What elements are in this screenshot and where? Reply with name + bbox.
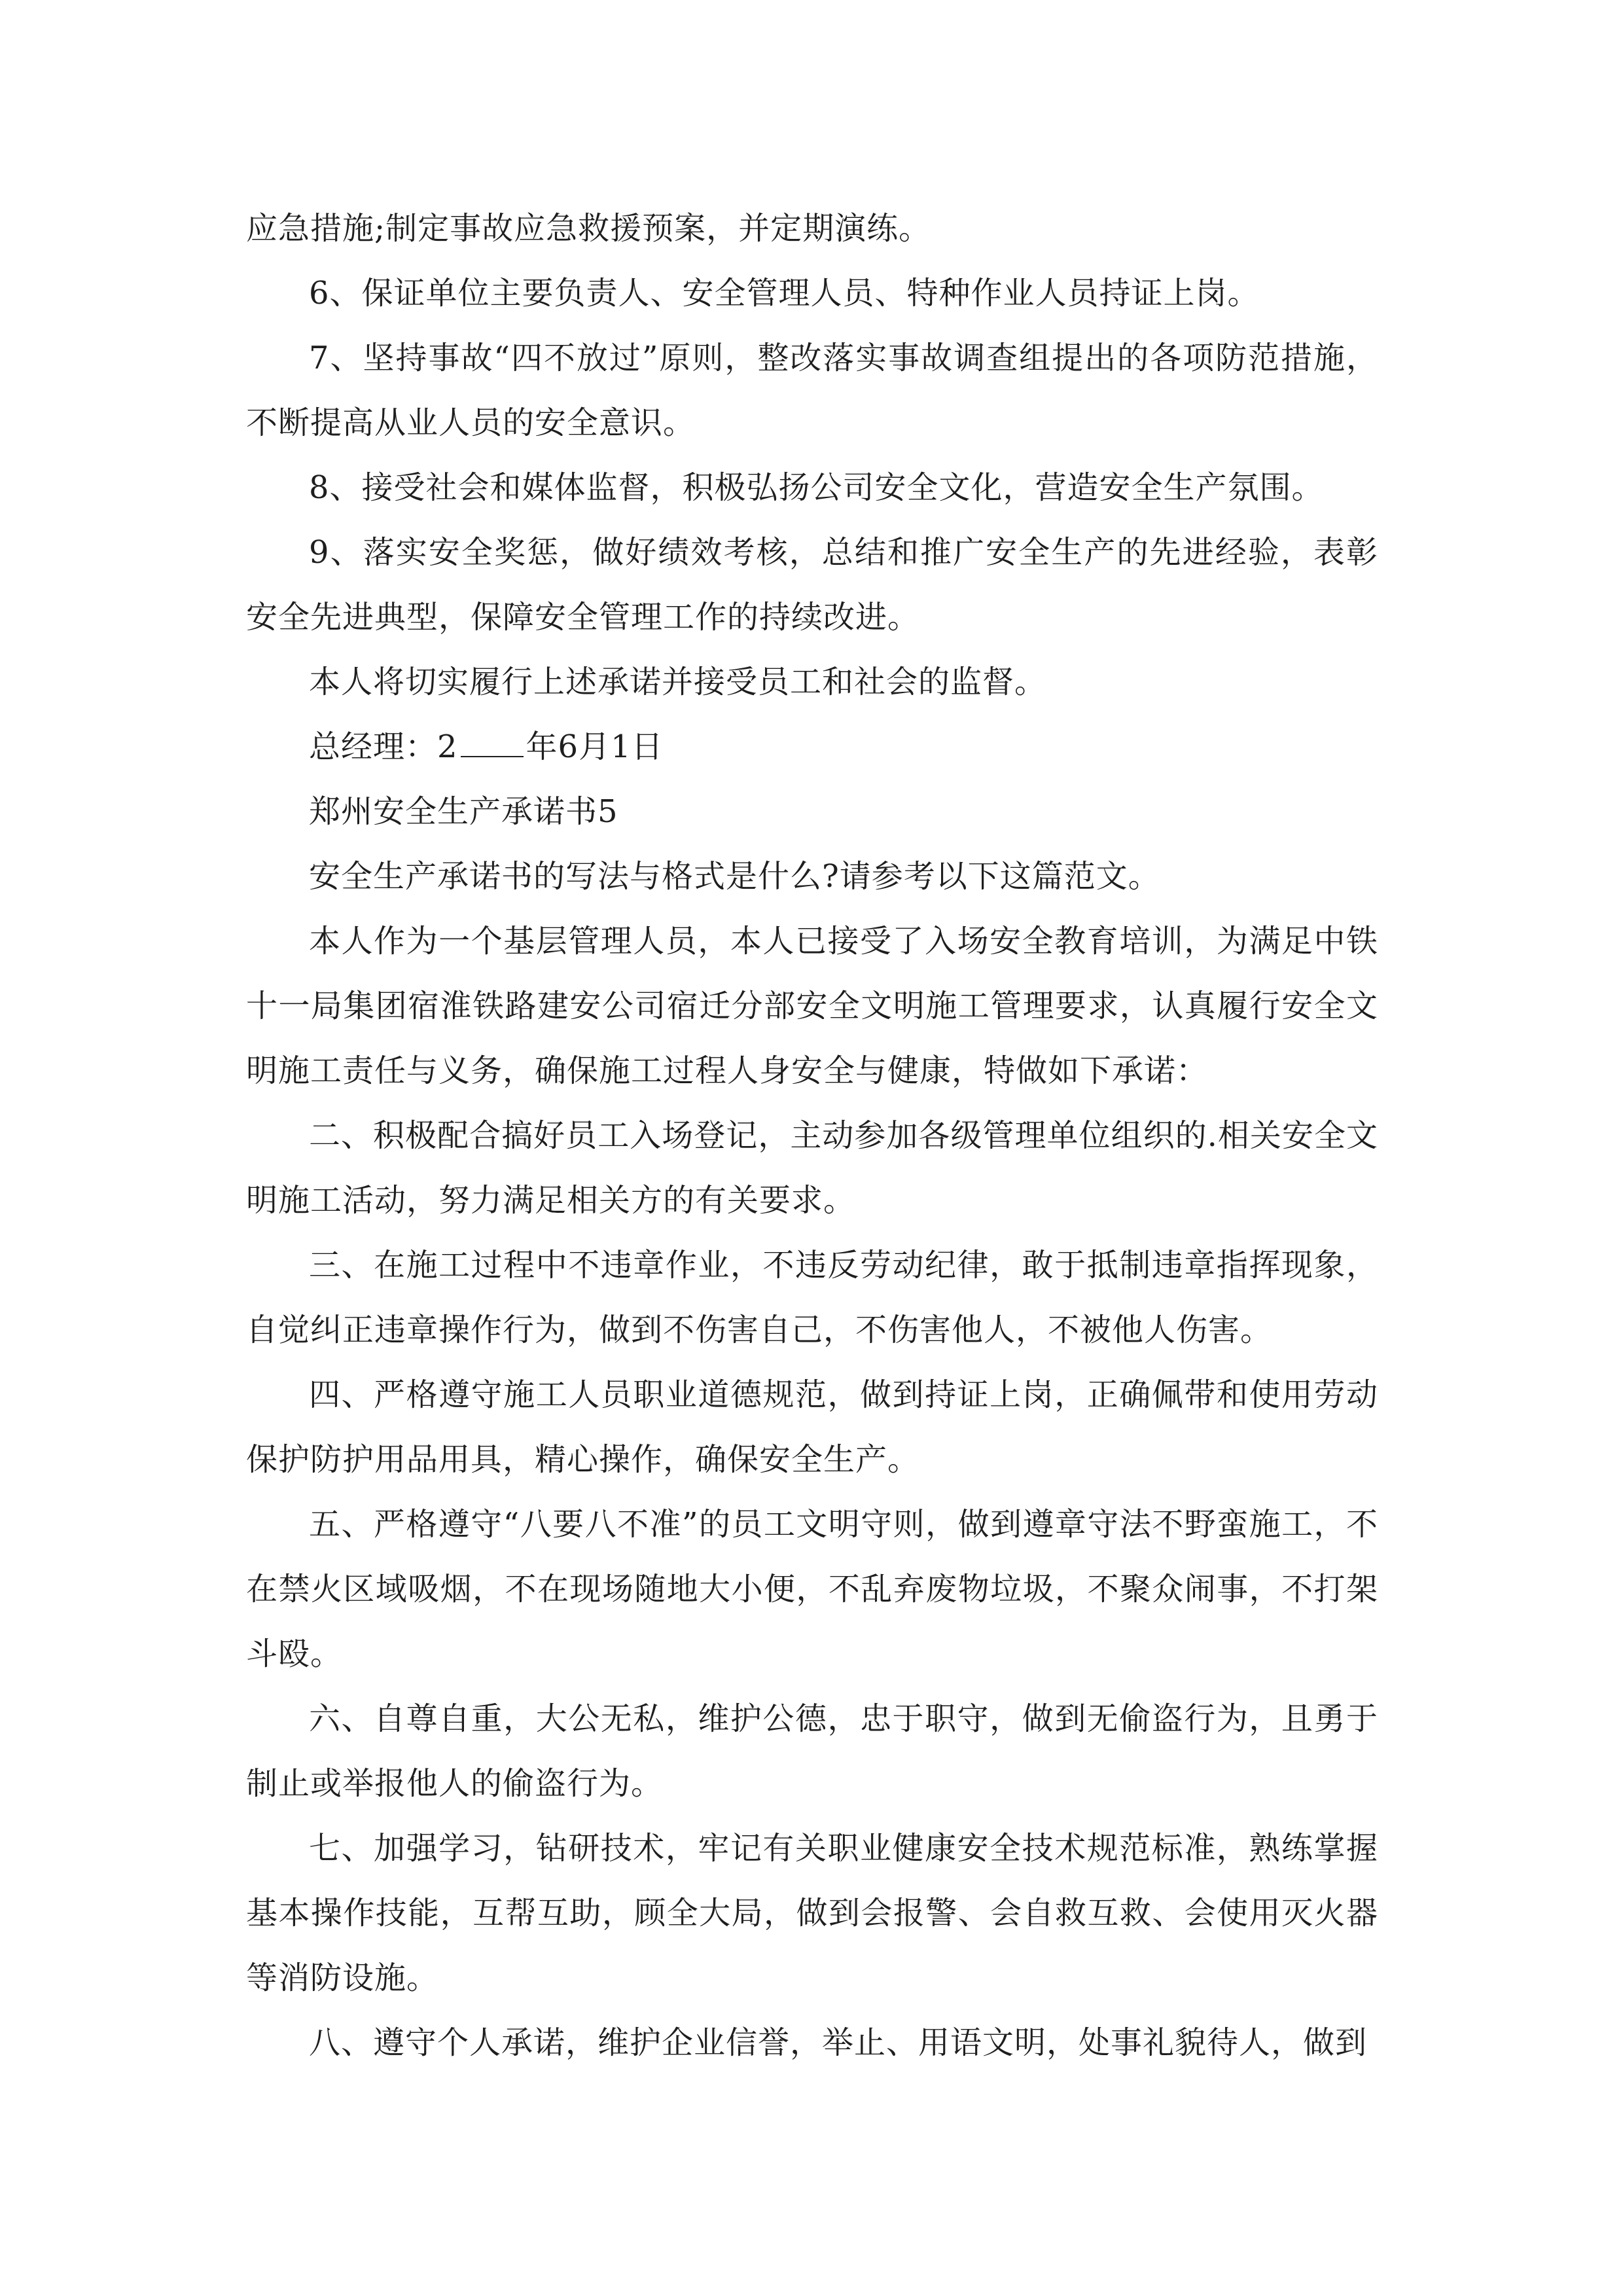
document-body bbox=[246, 196, 1378, 2075]
section-title: 郑州安全生产承诺书5 bbox=[309, 793, 618, 830]
signature-label: 总经理：2 bbox=[309, 728, 458, 765]
signature-line bbox=[246, 715, 1378, 780]
paragraph-item-7b: 七、加强学习，钻研技术，牢记有关职业健康安全技术规范标准，熟练掌握基本操作技能，互帮互助，顾全大局，做到会报警、会自救互救、会使用灭火器等消防设施。 bbox=[246, 1830, 1378, 1996]
paragraph-item-2: 二、积极配合搞好员工入场登记，主动参加各级管理单位组织的.相关安全文明施工活动，努力满足相关方的有关要求。 bbox=[246, 1117, 1378, 1219]
signature-blank bbox=[461, 730, 524, 757]
paragraph-intro-question: 安全生产承诺书的写法与格式是什么?请参考以下这篇范文。 bbox=[309, 858, 1160, 895]
paragraph-item-6b: 六、自尊自重，大公无私，维护公德，忠于职守，做到无偷盗行为，且勇于制止或举报他人的偷盗行为。 bbox=[246, 1700, 1378, 1802]
paragraph-item-3: 三、在施工过程中不违章作业，不违反劳动纪律，敢于抵制违章指挥现象，自觉纠正违章操作行为，做到不伤害自己，不伤害他人，不被他人伤害。 bbox=[246, 1247, 1378, 1348]
paragraph-introduction: 本人作为一个基层管理人员，本人已接受了入场安全教育培训，为满足中铁十一局集团宿淮铁路建安公司宿迁分部安全文明施工管理要求，认真履行安全文明施工责任与义务，确保施工过程人身安全与健康，特做如下承诺： bbox=[246, 923, 1378, 1089]
paragraph-item-7: 7、坚持事故“四不放过”原则，整改落实事故调查组提出的各项防范措施，不断提高从业人员的安全意识。 bbox=[246, 340, 1378, 441]
paragraph-item-8: 8、接受社会和媒体监督，积极弘扬公司安全文化，营造安全生产氛围。 bbox=[309, 469, 1324, 506]
signature-date: 年6月1日 bbox=[526, 728, 664, 765]
paragraph-commitment-statement: 本人将切实履行上述承诺并接受员工和社会的监督。 bbox=[309, 664, 1047, 700]
paragraph-item-9: 9、落实安全奖惩，做好绩效考核，总结和推广安全生产的先进经验，表彰安全先进典型，保障安全管理工作的持续改进。 bbox=[246, 534, 1378, 636]
paragraph-item-4: 四、严格遵守施工人员职业道德规范，做到持证上岗，正确佩带和使用劳动保护防护用品用具，精心操作，确保安全生产。 bbox=[246, 1376, 1378, 1478]
paragraph-item-5: 五、严格遵守“八要八不准”的员工文明守则，做到遵章守法不野蛮施工，不在禁火区域吸烟，不在现场随地大小便，不乱弃废物垃圾，不聚众闹事，不打架斗殴。 bbox=[246, 1506, 1378, 1672]
paragraph-emergency-measures: 应急措施;制定事故应急救援预案，并定期演练。 bbox=[246, 210, 931, 247]
paragraph-item-6: 6、保证单位主要负责人、安全管理人员、特种作业人员持证上岗。 bbox=[309, 275, 1260, 312]
paragraph-item-8b: 八、遵守个人承诺，维护企业信誉，举止、用语文明，处事礼貌待人，做到 bbox=[309, 2024, 1368, 2061]
